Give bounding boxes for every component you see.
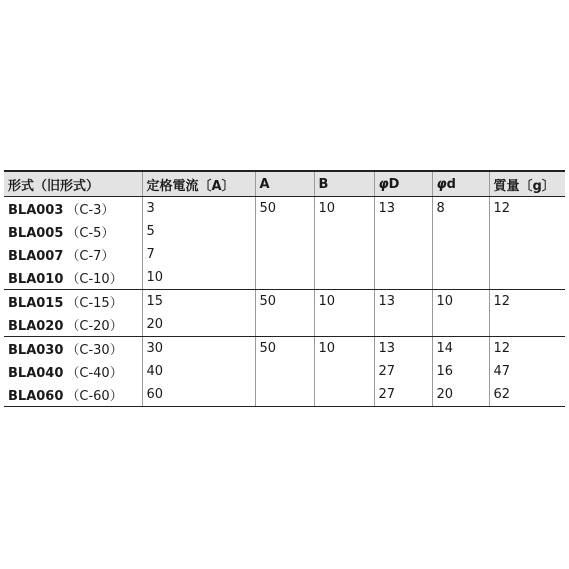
header-row bbox=[4, 171, 565, 197]
b-cell bbox=[314, 266, 374, 290]
a-cell bbox=[255, 266, 314, 290]
header-b: B bbox=[314, 171, 374, 197]
outer-diameter-cell: 13 bbox=[374, 337, 432, 361]
mass-cell: 12 bbox=[489, 290, 565, 314]
model-code: BLA030 bbox=[8, 343, 64, 358]
mass-cell: 12 bbox=[489, 337, 565, 361]
old-model-code: （C-5） bbox=[66, 226, 115, 241]
model-cell bbox=[4, 360, 142, 383]
inner-diameter-cell bbox=[432, 243, 489, 266]
model-code: BLA015 bbox=[8, 296, 64, 311]
header-outer-letter: D bbox=[388, 176, 400, 192]
inner-diameter-cell: 14 bbox=[432, 337, 489, 361]
b-cell bbox=[314, 220, 374, 243]
model-cell bbox=[4, 290, 142, 314]
b-cell bbox=[314, 313, 374, 337]
model-code: BLA005 bbox=[8, 226, 64, 241]
old-model-code: （C-40） bbox=[66, 366, 123, 381]
current-cell: 10 bbox=[142, 266, 255, 290]
a-cell: 50 bbox=[255, 290, 314, 314]
current-cell: 3 bbox=[142, 197, 255, 221]
b-cell bbox=[314, 383, 374, 407]
current-cell: 30 bbox=[142, 337, 255, 361]
header-inner-letter: d bbox=[446, 176, 456, 192]
table-row bbox=[4, 220, 565, 243]
header-inner-diameter bbox=[432, 171, 489, 197]
b-cell bbox=[314, 360, 374, 383]
outer-diameter-cell: 13 bbox=[374, 197, 432, 221]
outer-diameter-cell: 27 bbox=[374, 383, 432, 407]
mass-cell: 47 bbox=[489, 360, 565, 383]
model-cell bbox=[4, 313, 142, 337]
table-row bbox=[4, 313, 565, 337]
old-model-code: （C-10） bbox=[66, 272, 123, 287]
current-cell: 60 bbox=[142, 383, 255, 407]
inner-diameter-cell: 8 bbox=[432, 197, 489, 221]
old-model-code: （C-3） bbox=[66, 203, 115, 218]
b-cell bbox=[314, 243, 374, 266]
a-cell bbox=[255, 360, 314, 383]
current-cell: 40 bbox=[142, 360, 255, 383]
phi-symbol: φ bbox=[378, 176, 389, 192]
model-code: BLA010 bbox=[8, 272, 64, 287]
current-cell: 7 bbox=[142, 243, 255, 266]
table-row bbox=[4, 360, 565, 383]
model-code: BLA060 bbox=[8, 389, 64, 404]
mass-cell bbox=[489, 220, 565, 243]
mass-cell bbox=[489, 243, 565, 266]
header-rated-current: 定格電流〔A〕 bbox=[142, 171, 255, 197]
b-cell: 10 bbox=[314, 337, 374, 361]
header-outer-diameter bbox=[374, 171, 432, 197]
old-model-code: （C-15） bbox=[66, 296, 123, 311]
outer-diameter-cell bbox=[374, 266, 432, 290]
header-mass: 質量〔g〕 bbox=[489, 171, 565, 197]
old-model-code: （C-20） bbox=[66, 319, 123, 334]
a-cell bbox=[255, 383, 314, 407]
current-cell: 20 bbox=[142, 313, 255, 337]
current-cell: 5 bbox=[142, 220, 255, 243]
a-cell: 50 bbox=[255, 337, 314, 361]
outer-diameter-cell bbox=[374, 243, 432, 266]
mass-cell: 12 bbox=[489, 197, 565, 221]
current-cell: 15 bbox=[142, 290, 255, 314]
mass-cell bbox=[489, 266, 565, 290]
old-model-code: （C-7） bbox=[66, 249, 115, 264]
table-row bbox=[4, 290, 565, 314]
outer-diameter-cell: 27 bbox=[374, 360, 432, 383]
model-code: BLA003 bbox=[8, 203, 64, 218]
inner-diameter-cell bbox=[432, 220, 489, 243]
inner-diameter-cell: 16 bbox=[432, 360, 489, 383]
model-cell bbox=[4, 266, 142, 290]
old-model-code: （C-30） bbox=[66, 343, 123, 358]
phi-symbol: φ bbox=[436, 176, 447, 192]
fuse-spec-table bbox=[4, 170, 565, 407]
b-cell: 10 bbox=[314, 197, 374, 221]
inner-diameter-cell bbox=[432, 313, 489, 337]
header-model: 形式（旧形式） bbox=[4, 171, 142, 197]
old-model-code: （C-60） bbox=[66, 389, 123, 404]
model-code: BLA040 bbox=[8, 366, 64, 381]
table-row bbox=[4, 337, 565, 361]
model-cell bbox=[4, 197, 142, 221]
outer-diameter-cell bbox=[374, 220, 432, 243]
outer-diameter-cell: 13 bbox=[374, 290, 432, 314]
a-cell bbox=[255, 313, 314, 337]
b-cell: 10 bbox=[314, 290, 374, 314]
inner-diameter-cell: 10 bbox=[432, 290, 489, 314]
outer-diameter-cell bbox=[374, 313, 432, 337]
table-row bbox=[4, 266, 565, 290]
a-cell bbox=[255, 243, 314, 266]
model-cell bbox=[4, 243, 142, 266]
mass-cell bbox=[489, 313, 565, 337]
table-row bbox=[4, 197, 565, 221]
a-cell: 50 bbox=[255, 197, 314, 221]
model-cell bbox=[4, 220, 142, 243]
header-a: A bbox=[255, 171, 314, 197]
model-cell bbox=[4, 337, 142, 361]
model-code: BLA007 bbox=[8, 249, 64, 264]
inner-diameter-cell: 20 bbox=[432, 383, 489, 407]
model-code: BLA020 bbox=[8, 319, 64, 334]
table-row bbox=[4, 243, 565, 266]
a-cell bbox=[255, 220, 314, 243]
model-cell bbox=[4, 383, 142, 407]
inner-diameter-cell bbox=[432, 266, 489, 290]
mass-cell: 62 bbox=[489, 383, 565, 407]
table-row bbox=[4, 383, 565, 407]
